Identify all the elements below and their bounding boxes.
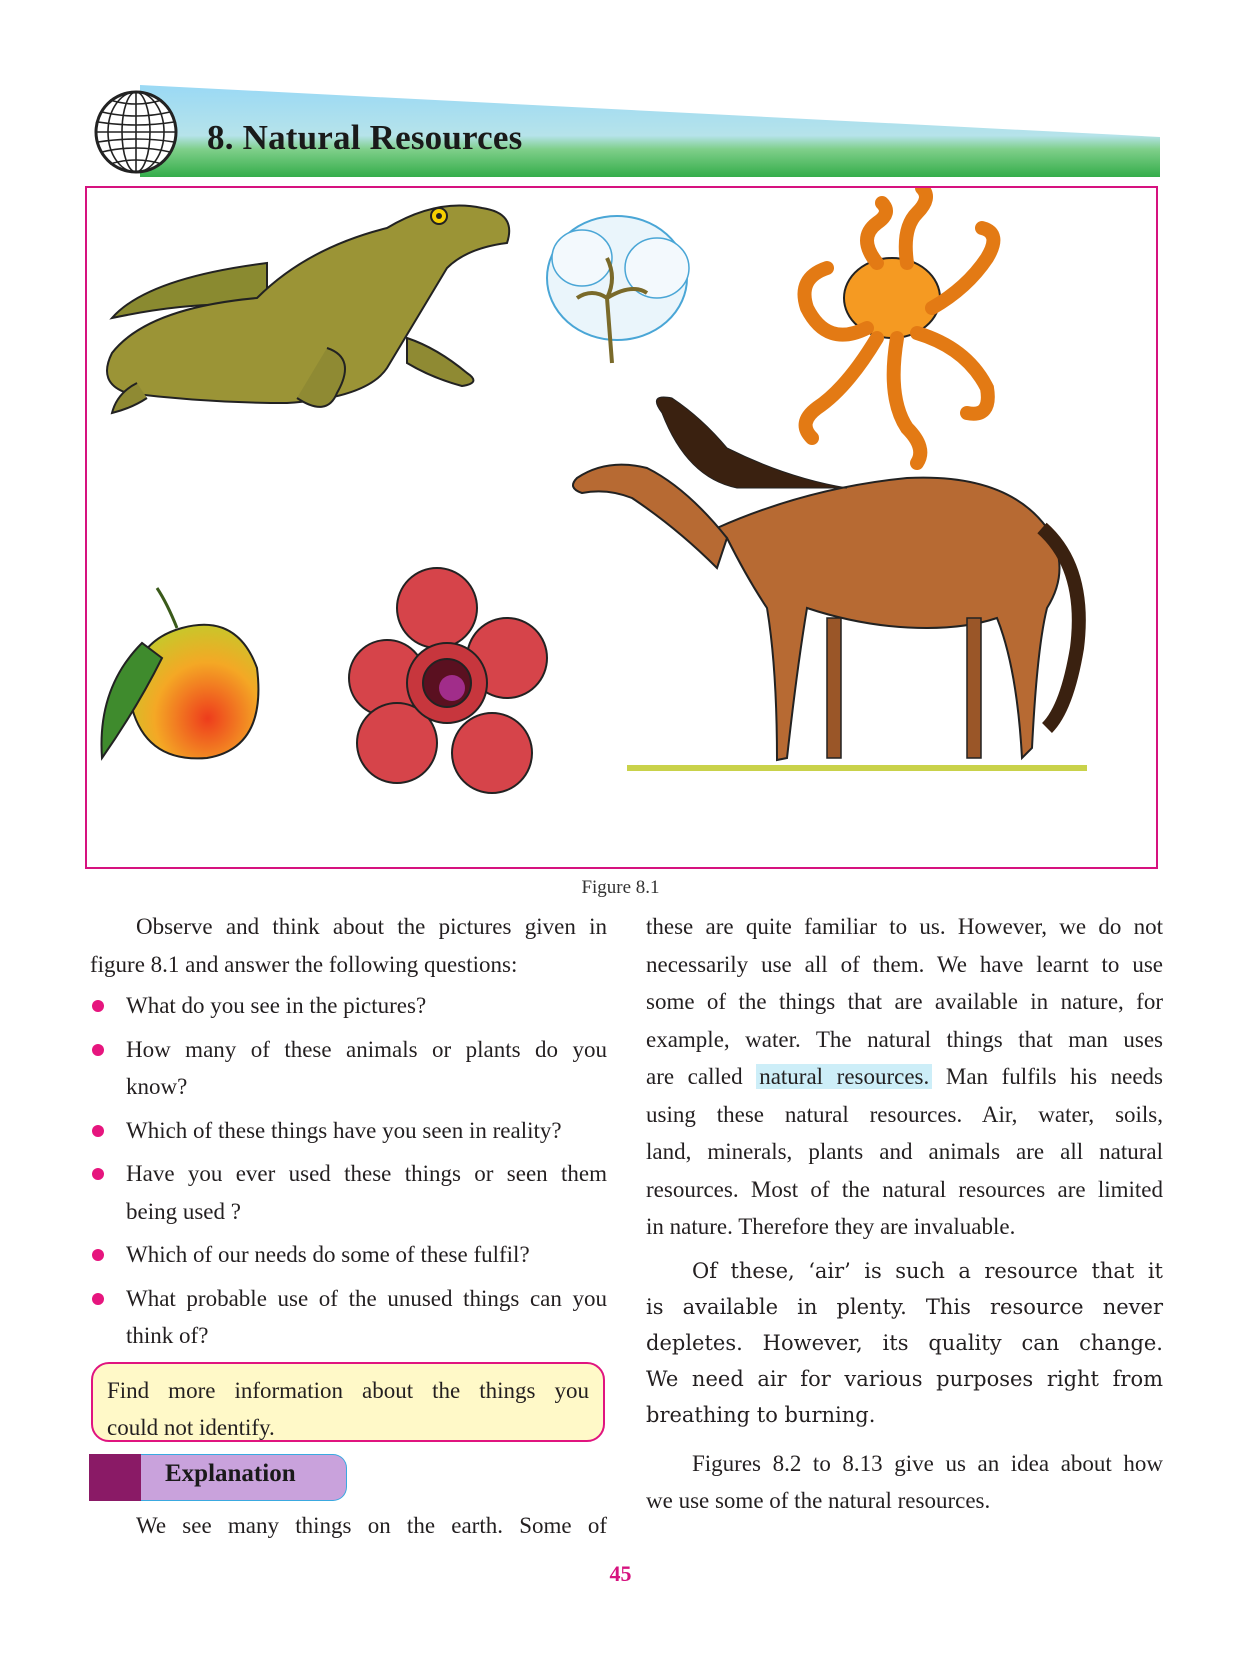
- paragraph-figures: Figures 8.2 to 8.13 give us an idea about how we use some of the natural resources.: [646, 1450, 1163, 1513]
- question-item: Which of our needs do some of these fulfil?: [90, 1236, 607, 1274]
- question-item: How many of these animals or plants do you know?: [90, 1031, 607, 1106]
- highlighted-term: natural resources.: [756, 1064, 932, 1089]
- chapter-title: 8. Natural Resources: [207, 118, 523, 157]
- explanation-line: We see many things on the earth. Some of: [136, 1513, 607, 1538]
- activity-line: could not identify.: [107, 1415, 275, 1440]
- globe-icon: [92, 88, 180, 176]
- activity-box: [91, 1362, 605, 1442]
- question-item: What probable use of the unused things can you think of?: [90, 1280, 607, 1355]
- octopus-illustration: [805, 188, 994, 463]
- figure-caption: Figure 8.1: [581, 877, 660, 898]
- intro-paragraph: [90, 908, 607, 983]
- explanation-paragraph: [90, 1507, 607, 1545]
- flower-illustration: [349, 568, 547, 793]
- right-column: [646, 908, 1163, 1520]
- horse-illustration: [573, 397, 1087, 768]
- cotton-illustration: [547, 216, 689, 363]
- explanation-label: Explanation: [165, 1460, 296, 1487]
- bullet-dot: [92, 1249, 104, 1261]
- bullet-dot: [92, 1168, 104, 1180]
- paragraph-air: Of these, ‘air’ is such a resource that it is available in plenty. This resource never depletes. However, its quality can change. We need air for various purposes right from breathing to burning.: [646, 1258, 1163, 1427]
- question-item: Which of these things have you seen in reality?: [90, 1112, 607, 1150]
- intro-line: Observe and think about the pictures given in: [136, 914, 607, 939]
- question-item: What do you see in the pictures?: [90, 987, 607, 1025]
- bullet-dot: [92, 1293, 104, 1305]
- figure-illustrations: [87, 188, 1156, 867]
- bullet-dot: [92, 1125, 104, 1137]
- lizard-illustration: [107, 206, 509, 414]
- figure-frame: [85, 186, 1158, 869]
- intro-line: figure 8.1 and answer the following questions:: [90, 951, 518, 977]
- explanation-heading: [89, 1454, 347, 1501]
- question-list: [90, 987, 607, 1355]
- bullet-dot: [92, 1000, 104, 1012]
- page-number: 45: [609, 1561, 632, 1586]
- question-item: Have you ever used these things or seen them being used ?: [90, 1155, 607, 1230]
- paragraph-resources: these are quite familiar to us. However, we do not necessarily use all of them. We have learnt to use some of the things that are available in nature, for example, water. The natural things that man uses are called natural resources. Man fulfils his needs using these natural resources. Air, water, soils, land, minerals, plants and animals are all natural resources. Most of the natural resources are limited in nature. Therefore they are invaluable.: [646, 914, 1164, 1239]
- bullet-dot: [92, 1044, 104, 1056]
- mango-illustration: [102, 588, 259, 758]
- left-column: [90, 908, 607, 1361]
- activity-line: Find more information about the things you: [107, 1378, 589, 1403]
